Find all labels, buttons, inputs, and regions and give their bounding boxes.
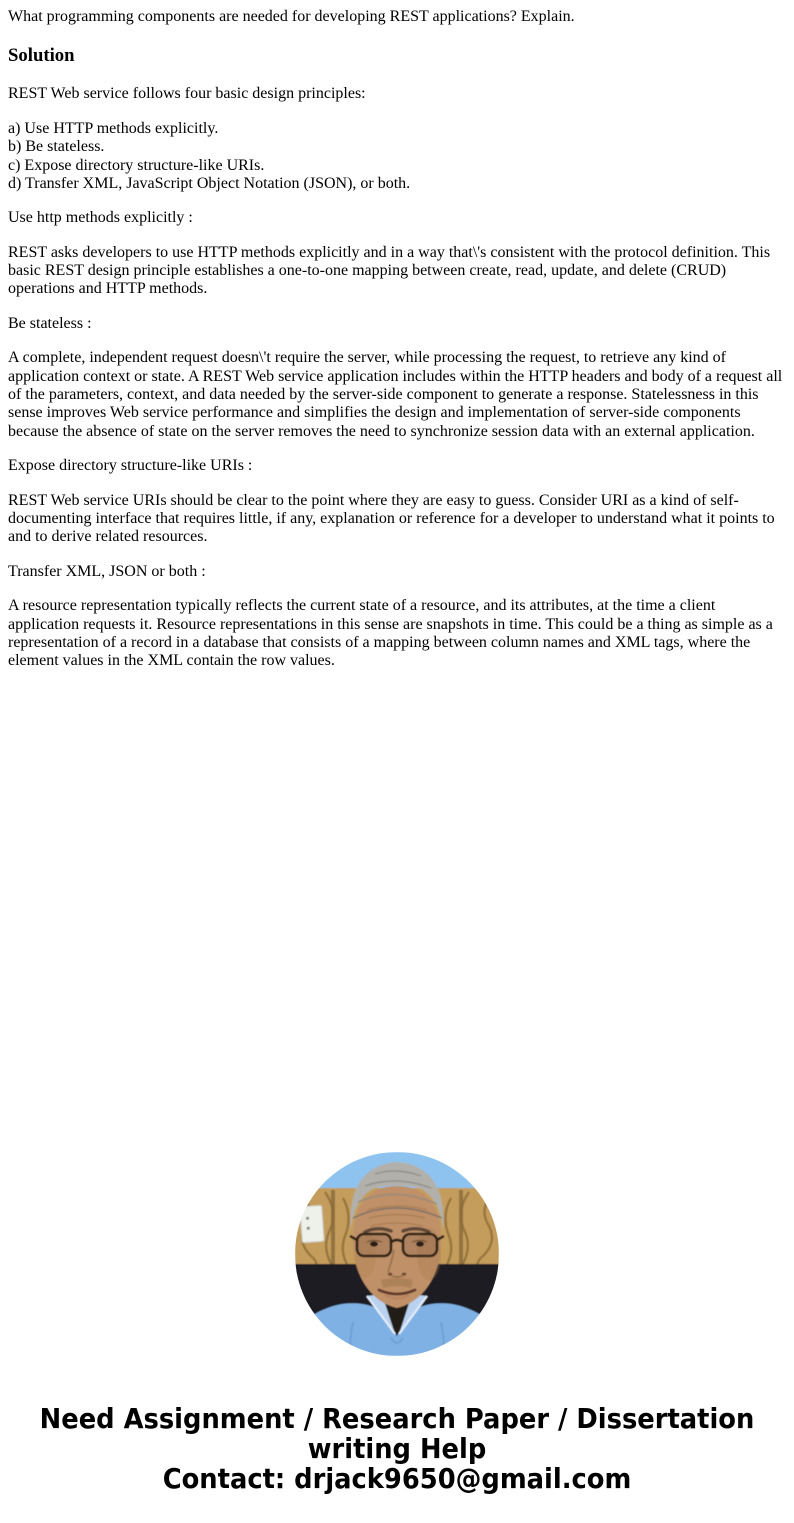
- principle-b: b) Be stateless.: [8, 138, 105, 156]
- section-transfer-title: Transfer XML, JSON or both :: [8, 562, 206, 580]
- section-uris-title: Expose directory structure-like URIs :: [8, 457, 253, 475]
- promo-banner: [8, 1401, 786, 1495]
- section-transfer-body: A resource representation typically reflects the current state of a resource, and its attributes, at the time a client application requests it. Resource representations in this sense are snapshots in time. This could be a thing as simple as a representation of a record in a database that consists of a mapping between column names and XML tags, where the element values in the XML contain the row values.: [8, 597, 773, 670]
- principle-d: d) Transfer XML, JavaScript Object Notation (JSON), or both.: [8, 174, 411, 192]
- light-switch-plate: [300, 1205, 324, 1242]
- section-http-body: REST asks developers to use HTTP methods explicitly and in a way that\'s consistent with the protocol definition. This basic REST design principle establishes a one-to-one mapping between create, read, update, and delete (CRUD) operations and HTTP methods.: [8, 243, 771, 298]
- section-stateless-title: Be stateless :: [8, 314, 92, 332]
- portrait-photo: [295, 1152, 499, 1356]
- promo-line-1: Need Assignment / Research Paper / Dissertation: [39, 1401, 755, 1435]
- principle-c: c) Expose directory structure-like URIs.: [8, 156, 265, 174]
- design-principles-list: [8, 120, 786, 194]
- section-http-title: Use http methods explicitly :: [8, 209, 193, 227]
- section-stateless-body: A complete, independent request doesn\'t require the server, while processing the request, to retrieve any kind of application context or state. A REST Web service application includes within the HTTP headers and body of a request all of the parameters, context, and data needed by the server-side component to generate a response. Statelessness in this sense improves Web service performance and simplifies the design and implementation of server-side components because the absence of state on the server removes the need to synchronize session data with an external application.: [8, 349, 783, 440]
- solution-document: [8, 8, 786, 671]
- tutor-avatar: [8, 1152, 786, 1356]
- principle-a: a) Use HTTP methods explicitly.: [8, 119, 219, 137]
- promo-line-2: writing Help: [307, 1431, 487, 1465]
- promo-contact-email: Contact: drjack9650@gmail.com: [162, 1461, 632, 1495]
- section-uris-body: REST Web service URIs should be clear to the point where they are easy to guess. Consider URI as a kind of self-documenting interface that requires little, if any, explanation or reference for a developer to understand what it points to and to derive related resources.: [8, 491, 775, 546]
- answer-intro: REST Web service follows four basic design principles:: [8, 85, 366, 103]
- solution-heading: Solution: [8, 45, 75, 67]
- question-text: What programming components are needed for developing REST applications? Explain.: [8, 8, 575, 25]
